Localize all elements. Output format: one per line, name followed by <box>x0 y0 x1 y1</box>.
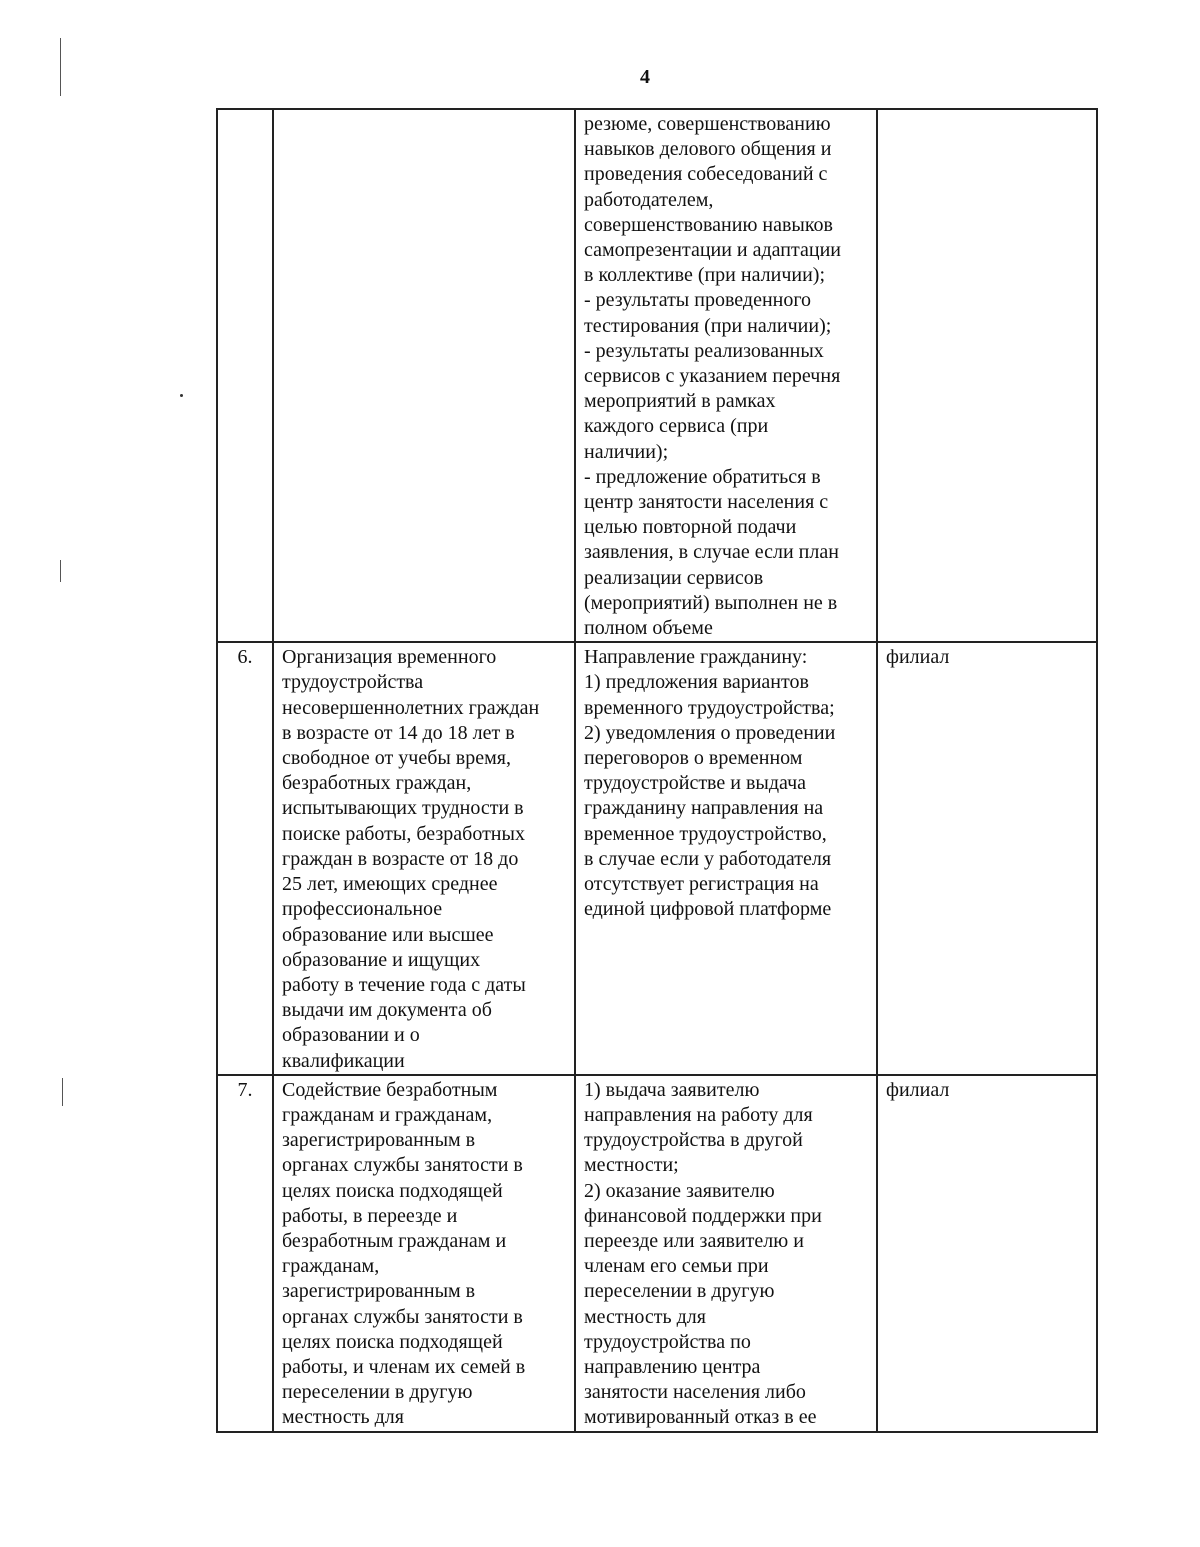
service-name-line: образование или высшее <box>282 923 494 946</box>
service-result-line: трудоустройстве и выдача <box>584 772 807 795</box>
service-name-line: зарегистрированным в <box>282 1280 476 1303</box>
service-result-line: полном объеме <box>584 617 713 640</box>
service-result-line: 2) уведомления о проведении <box>584 721 836 744</box>
service-result-line: сервисов с указанием перечня <box>584 365 841 388</box>
service-name-line: квалификации <box>282 1049 405 1072</box>
service-result-line: переезде или заявителю и <box>584 1229 804 1252</box>
service-result-line: тестирования (при наличии); <box>584 314 832 337</box>
service-result-line: самопрезентации и адаптации <box>584 239 841 262</box>
service-result-line: каждого сервиса (при <box>584 415 769 438</box>
table-row <box>217 642 1097 1074</box>
service-result-line: временное трудоустройство, <box>584 822 827 845</box>
service-name-line: несовершеннолетних граждан <box>282 696 540 719</box>
service-result-line: (мероприятий) выполнен не в <box>584 591 838 614</box>
service-name-cell <box>273 1075 575 1432</box>
service-name-line: безработных граждан, <box>282 772 472 795</box>
service-name-line: органах службы занятости в <box>282 1154 523 1177</box>
service-result-line: резюме, совершенствованию <box>584 113 831 135</box>
service-name-line: образовании и о <box>282 1024 420 1047</box>
service-name-line: испытывающих трудности в <box>282 797 524 820</box>
service-result-line: совершенствованию навыков <box>584 213 833 236</box>
service-result-line: в случае если у работодателя <box>584 847 832 870</box>
service-name-line: переселении в другую <box>282 1381 473 1404</box>
service-result-line: в коллективе (при наличии); <box>584 264 826 287</box>
table-row <box>217 1075 1097 1432</box>
service-result-line: трудоустройства в другой <box>584 1129 803 1152</box>
service-name-cell <box>273 109 575 642</box>
service-name-line: трудоустройства <box>282 671 424 694</box>
table-row <box>217 109 1097 642</box>
service-result-line: местность для <box>584 1305 706 1328</box>
service-name-line: Содействие безработным <box>282 1078 498 1101</box>
service-result-line: - предложение обратиться в <box>584 465 821 488</box>
service-name-line: безработным гражданам и <box>282 1229 507 1252</box>
left-margin-mark <box>60 560 61 582</box>
service-result-line: заявления, в случае если план <box>584 541 839 564</box>
service-result-line: переговоров о временном <box>584 747 803 770</box>
service-name-line: гражданам, <box>282 1255 380 1278</box>
service-result-line: гражданину направления на <box>584 797 824 820</box>
service-result-line: 2) оказание заявителю <box>584 1179 775 1202</box>
service-name-line: поиске работы, безработных <box>282 822 525 845</box>
service-result-line: работодателем, <box>584 188 714 211</box>
service-name-cell <box>273 642 575 1074</box>
service-name-line: свободное от учебы время, <box>282 747 511 770</box>
service-result-line: 1) выдача заявителю <box>584 1078 760 1101</box>
executor-cell <box>877 109 1097 642</box>
service-name-line: работы, и членам их семей в <box>282 1355 526 1378</box>
service-result-line: реализации сервисов <box>584 566 764 589</box>
service-name-line: местность для <box>282 1406 404 1429</box>
service-name-line: профессиональное <box>282 898 443 921</box>
service-result-line: единой цифровой платформе <box>584 898 832 921</box>
service-result-cell <box>575 109 877 642</box>
service-result-line: - результаты реализованных <box>584 339 824 362</box>
service-result-line: - результаты проведенного <box>584 289 812 312</box>
service-name-line: органах службы занятости в <box>282 1305 523 1328</box>
services-table <box>216 108 1098 1433</box>
service-name-line: 25 лет, имеющих среднее <box>282 873 498 896</box>
service-result-line: мотивированный отказ в ее <box>584 1406 817 1429</box>
service-result-line: целью повторной подачи <box>584 516 797 539</box>
page-number: 4 <box>640 66 650 88</box>
service-name-line: Организация временного <box>282 646 497 669</box>
left-margin-mark <box>60 38 61 96</box>
service-result-cell <box>575 642 877 1074</box>
scan-speck <box>180 394 183 397</box>
row-number-cell: 7. <box>217 1075 273 1432</box>
service-name-line: гражданам и гражданам, <box>282 1103 493 1126</box>
service-result-line: Направление гражданину: <box>584 646 808 669</box>
service-result-line: местности; <box>584 1154 679 1177</box>
service-result-line: временного трудоустройства; <box>584 696 835 719</box>
service-result-line: 1) предложения вариантов <box>584 671 809 694</box>
row-number-cell: 6. <box>217 642 273 1074</box>
service-result-line: трудоустройства по <box>584 1330 751 1353</box>
left-margin-mark <box>62 1078 63 1106</box>
service-result-line: наличии); <box>584 440 669 463</box>
service-result-line: членам его семьи при <box>584 1255 769 1278</box>
service-result-line: отсутствует регистрация на <box>584 873 819 896</box>
service-result-line: навыков делового общения и <box>584 138 832 161</box>
service-name-line: образование и ищущих <box>282 948 481 971</box>
service-result-line: направлению центра <box>584 1355 761 1378</box>
service-result-line: проведения собеседований с <box>584 163 828 186</box>
service-result-line: центр занятости населения с <box>584 491 829 514</box>
service-result-line: переселении в другую <box>584 1280 775 1303</box>
service-name-line: выдачи им документа об <box>282 999 492 1022</box>
executor-cell: филиал <box>877 1075 1097 1432</box>
service-result-cell <box>575 1075 877 1432</box>
service-result-line: занятости населения либо <box>584 1381 806 1404</box>
service-result-line: финансовой поддержки при <box>584 1204 822 1227</box>
service-name-line: целях поиска подходящей <box>282 1179 503 1202</box>
services-table-body <box>217 109 1097 1432</box>
service-name-line: работу в течение года с даты <box>282 973 526 996</box>
service-name-line: в возрасте от 14 до 18 лет в <box>282 721 515 744</box>
service-name-line: целях поиска подходящей <box>282 1330 503 1353</box>
service-name-line: зарегистрированным в <box>282 1129 476 1152</box>
service-name-line: работы, в переезде и <box>282 1204 458 1227</box>
service-result-line: направления на работу для <box>584 1103 813 1126</box>
service-name-line: граждан в возрасте от 18 до <box>282 847 519 870</box>
executor-cell: филиал <box>877 642 1097 1074</box>
row-number-cell <box>217 109 273 642</box>
service-result-line: мероприятий в рамках <box>584 390 776 413</box>
